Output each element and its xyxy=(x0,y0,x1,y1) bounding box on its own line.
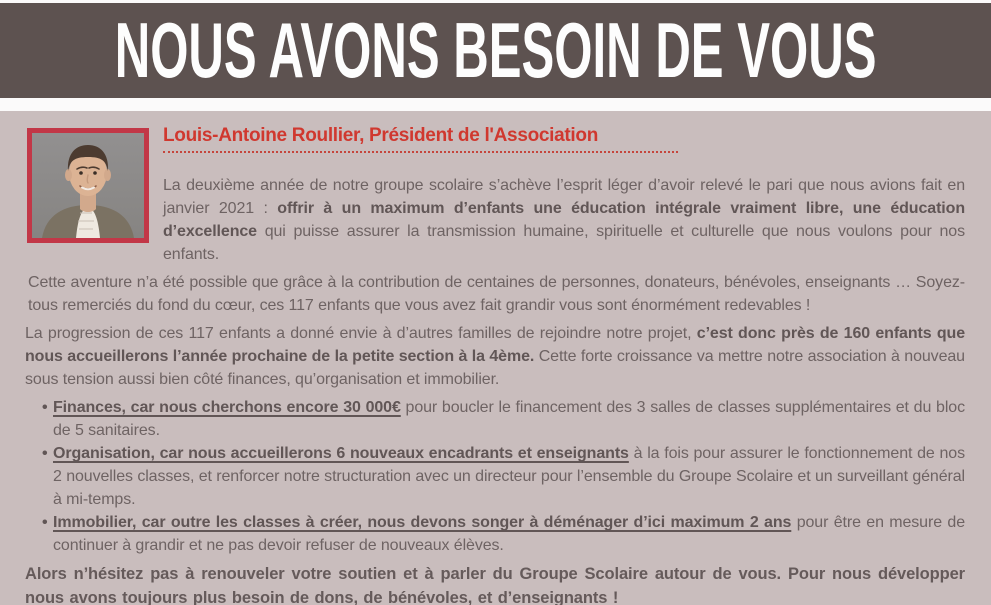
president-photo xyxy=(27,128,149,243)
text-segment: qui puisse assurer la transmission humaine, spirituelle et culturelle que nous voulons pour nos enfants. xyxy=(163,223,965,263)
text-segment: La progression de ces 117 enfants a donné envie à d’autres familles de rejoindre notre projet, xyxy=(25,325,697,342)
text-segment: La deuxième année de notre groupe scolaire s’achève l’esprit léger d’avoir relevé le pari que nous avions fait en janvier 2021 : xyxy=(163,177,965,217)
text-segment: pour boucler le financement des 3 salles de classes supplémentaires et du bloc de 5 sanitaires. xyxy=(53,399,965,439)
text-segment: offrir à un maximum d’enfants une éducation intégrale vraiment libre, une éducation d’excellence xyxy=(163,200,965,240)
list-item-immobilier xyxy=(25,511,965,557)
paragraph-gratitude xyxy=(25,271,965,317)
text-segment: Organisation, car nous accueillerons 6 nouveaux encadrants et enseignants xyxy=(53,445,629,462)
page-title: NOUS AVONS BESOIN DE VOUS xyxy=(114,6,877,94)
paragraph-growth xyxy=(25,322,965,391)
list-item-organisation xyxy=(25,442,965,511)
text-segment: Finances, car nous cherchons encore 30 000€ xyxy=(53,399,401,416)
text-segment: à la fois pour assurer le fonctionnement de nos 2 nouvelles classes, et renforcer notre structuration avec un directeur pour l’ensemble du Groupe Scolaire et un surveillant général à mi-temps. xyxy=(53,445,965,508)
text-segment: pour être en mesure de continuer à grandir et ne pas devoir refuser de nouveaux élèves. xyxy=(53,514,966,554)
newsletter-body xyxy=(0,111,991,605)
paragraph-intro xyxy=(25,174,965,266)
text-segment: Cette forte croissance va mettre notre association à nouveau sous tension aussi bien côté finances, qu’organisation et immobilier. xyxy=(25,348,965,388)
text-segment: Immobilier, car outre les classes à créer, nous devons songer à déménager d’ici maximum 2 ans xyxy=(53,514,792,531)
portrait-illustration xyxy=(32,133,144,238)
heading-underline-divider xyxy=(163,151,678,153)
text-segment: Cette aventure n’a été possible que grâce à la contribution de centaines de personnes, donateurs, bénévoles, enseignants … Soyez-tous remerciés du fond du cœur, ces 117 enfants que vous avez fait grandir vous sont énormément redevables ! xyxy=(28,274,965,314)
text-segment: c’est donc près de 160 enfants que nous accueillerons l’année prochaine de la petite section à la 4ème. xyxy=(25,325,965,365)
section-heading: Louis-Antoine Roullier, Président de l'Association xyxy=(163,125,599,146)
needs-list xyxy=(25,396,965,557)
header-banner xyxy=(0,3,991,98)
closing-appeal: Alors n’hésitez pas à renouveler votre soutien et à parler du Groupe Scolaire autour de vous. Pour nous développer nous avons toujours plus besoin de dons, de bénévoles, et d’enseignants ! xyxy=(25,565,965,605)
list-item-finances xyxy=(25,396,965,442)
